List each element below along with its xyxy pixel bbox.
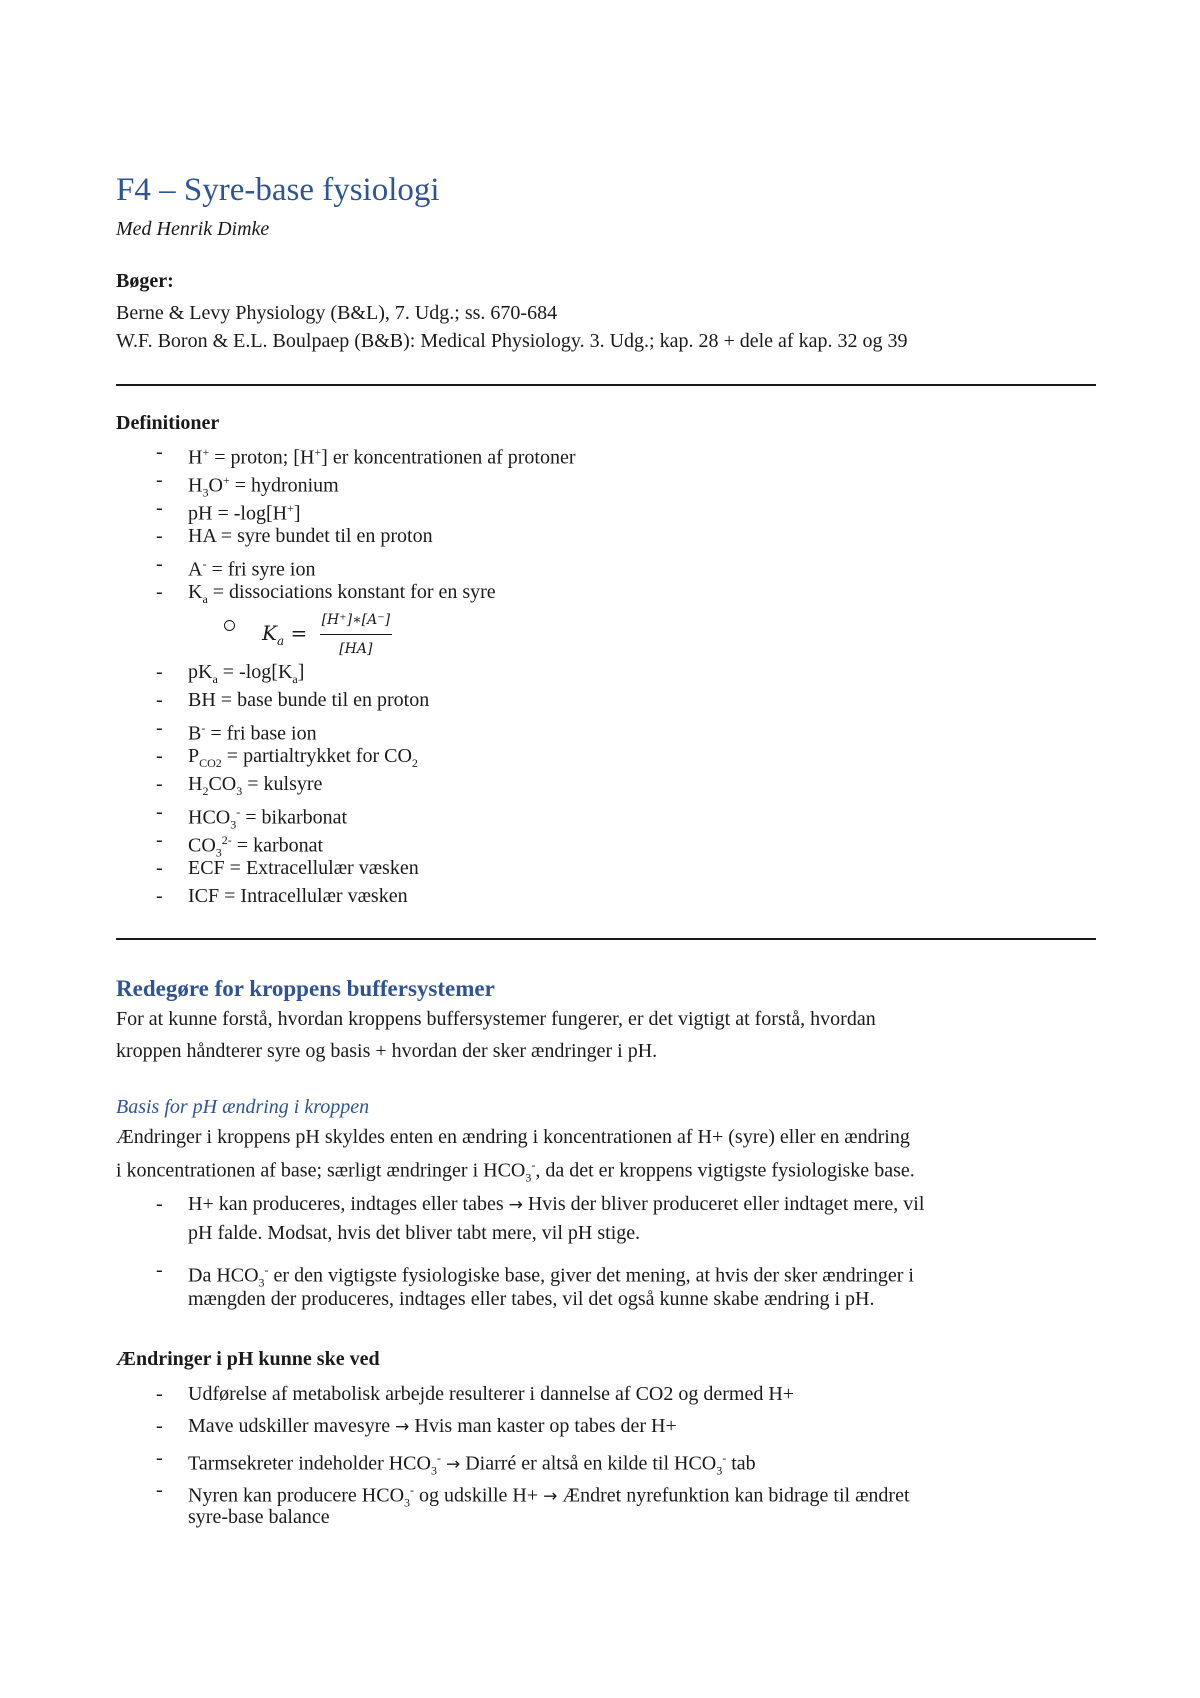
section-heading-buffers: Redegøre for kroppens buffersystemer [116,976,495,1001]
paragraph: kroppen håndterer syre og basis + hvordan der sker ændringer i pH. [116,1040,658,1062]
definitions-heading: Definitioner [116,412,220,434]
subheading-ph-basis: Basis for pH ændring i kroppen [116,1096,370,1118]
section-heading-ph-changes: Ændringer i pH kunne ske ved [116,1348,380,1370]
arrow-right-icon: → [508,1195,523,1215]
divider [116,384,1096,386]
arrow-right-icon: → [395,1417,410,1437]
list-item-continuation: syre-base balance [188,1506,330,1528]
list-item-continuation: pH falde. Modsat, hvis det bliver tabt mere, vil pH stige. [188,1222,641,1244]
sub-bullet-icon [224,620,235,631]
list-item-continuation: mængden der produceres, indtages eller tabes, vil det også kunne skabe ændring i pH. [188,1288,875,1310]
book-item: Berne & Levy Physiology (B&L), 7. Udg.; ss. 670-684 [116,302,558,324]
paragraph: Ændringer i kroppens pH skyldes enten en ændring i koncentrationen af H+ (syre) eller en ændring [116,1126,910,1148]
books-heading: Bøger: [116,270,174,292]
book-item: W.F. Boron & E.L. Boulpaep (B&B): Medical Physiology. 3. Udg.; kap. 28 + dele af kap. 32 og 39 [116,330,908,352]
paragraph: i koncentrationen af base; særligt ændringer i $HCO_3^-$, da det er kroppens vigtigste fysiologiske base. [116,1158,915,1185]
arrow-right-icon: → [543,1486,558,1507]
page-subtitle: Med Henrik Dimke [116,218,270,240]
paragraph: For at kunne forstå, hvordan kroppens buffersystemer fungerer, er det vigtigt at forstå, hvordan [116,1008,876,1030]
page-title: F4 – Syre-base fysiologi [116,172,440,208]
arrow-right-icon: → [445,1454,461,1475]
ka-formula: $K_a$ = $\frac{[H^+]∗[A^-]}{[HA]}$ [262,606,392,663]
divider [116,938,1096,940]
